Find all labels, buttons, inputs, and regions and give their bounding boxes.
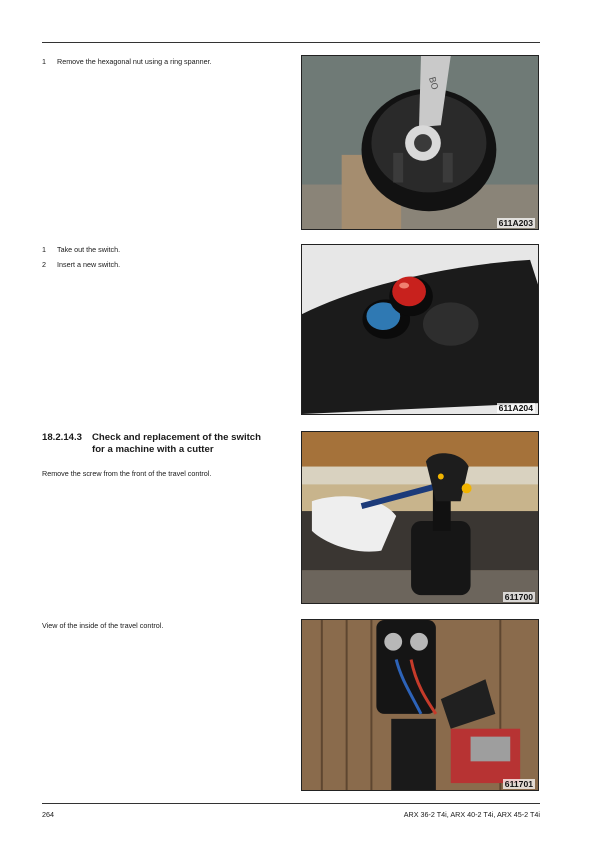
photo-code: 611A203: [498, 218, 533, 228]
footer-models: ARX 36-2 T4i, ARX 40-2 T4i, ARX 45-2 T4i: [403, 810, 540, 819]
section-heading: [42, 432, 261, 455]
step-item: [42, 57, 212, 66]
step-text: Insert a new switch.: [57, 260, 121, 269]
photo-code: 611701: [504, 779, 533, 789]
step-number: 2: [42, 260, 46, 269]
footer-rule: [42, 803, 540, 804]
step-item: [42, 245, 120, 254]
heading-number: 18.2.14.3: [42, 432, 83, 443]
photo-switch: [301, 244, 539, 415]
page-number: 264: [42, 810, 54, 819]
photo-travel-control-screw: [301, 431, 539, 604]
header-rule: [42, 42, 540, 43]
instruction-text: Remove the screw from the front of the travel control.: [42, 469, 212, 478]
instruction-text: View of the inside of the travel control.: [42, 621, 164, 630]
spanner-brand-text: BO: [426, 75, 440, 92]
step-text: Take out the switch.: [57, 245, 121, 254]
step-text: Remove the hexagonal nut using a ring spanner.: [57, 57, 212, 66]
step-item: [42, 260, 120, 269]
heading-line1: Check and replacement of the switch: [92, 432, 262, 443]
step-number: 1: [42, 57, 46, 66]
photo-code: 611700: [504, 592, 533, 602]
photo-code: 611A204: [498, 403, 533, 413]
photo-hexagonal-nut: [301, 55, 539, 230]
heading-line2: for a machine with a cutter: [92, 443, 214, 455]
step-number: 1: [42, 245, 46, 254]
photo-travel-control-inside: [301, 619, 539, 791]
